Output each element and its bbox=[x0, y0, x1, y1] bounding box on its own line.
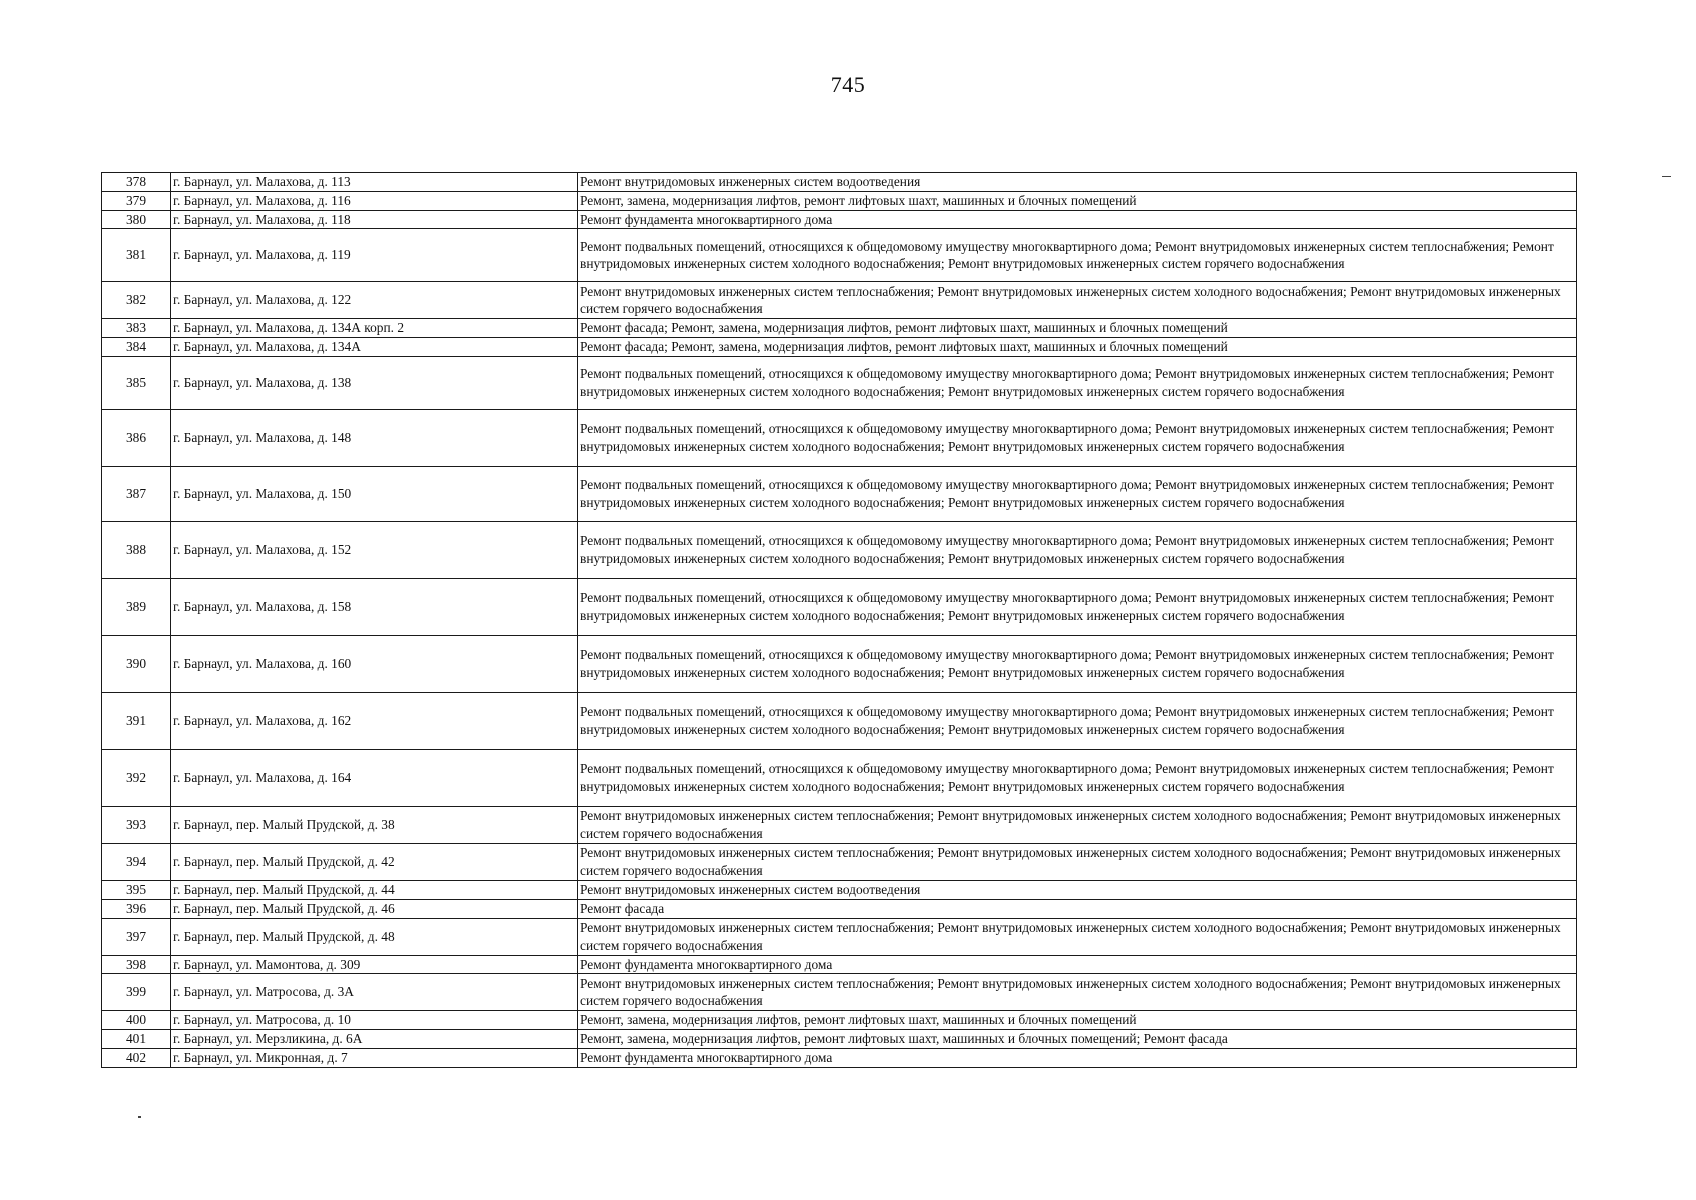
scan-mark bbox=[138, 1116, 141, 1118]
row-address: г. Барнаул, пер. Малый Прудской, д. 48 bbox=[171, 918, 578, 955]
row-works: Ремонт подвальных помещений, относящихся к общедомовому имуществу многоквартирного дома; Ремонт внутридомовых инженерных систем теплоснабжения; Ремонт внутридомовых инженерных систем холодного водоснабжения; Ремонт внутридомовых инженерных систем горячего водоснабжения bbox=[578, 749, 1577, 806]
row-works: Ремонт фасада bbox=[578, 899, 1577, 918]
row-address: г. Барнаул, пер. Малый Прудской, д. 42 bbox=[171, 843, 578, 880]
table-row bbox=[102, 229, 1577, 282]
table-row bbox=[102, 635, 1577, 692]
row-address: г. Барнаул, ул. Малахова, д. 134А bbox=[171, 338, 578, 357]
row-works: Ремонт, замена, модернизация лифтов, ремонт лифтовых шахт, машинных и блочных помещений bbox=[578, 191, 1577, 210]
row-address: г. Барнаул, пер. Малый Прудской, д. 44 bbox=[171, 880, 578, 899]
row-number: 385 bbox=[102, 356, 171, 409]
registry-body bbox=[102, 173, 1577, 1068]
row-works: Ремонт, замена, модернизация лифтов, ремонт лифтовых шахт, машинных и блочных помещений bbox=[578, 1011, 1577, 1030]
row-number: 387 bbox=[102, 466, 171, 521]
row-works: Ремонт фундамента многоквартирного дома bbox=[578, 1048, 1577, 1067]
row-works: Ремонт внутридомовых инженерных систем теплоснабжения; Ремонт внутридомовых инженерных систем холодного водоснабжения; Ремонт внутридомовых инженерных систем горячего водоснабжения bbox=[578, 282, 1577, 319]
row-address: г. Барнаул, ул. Малахова, д. 119 bbox=[171, 229, 578, 282]
row-address: г. Барнаул, ул. Малахова, д. 118 bbox=[171, 210, 578, 229]
row-works: Ремонт внутридомовых инженерных систем теплоснабжения; Ремонт внутридомовых инженерных систем холодного водоснабжения; Ремонт внутридомовых инженерных систем горячего водоснабжения bbox=[578, 806, 1577, 843]
page-number: 745 bbox=[830, 72, 866, 97]
table-row bbox=[102, 749, 1577, 806]
row-works: Ремонт внутридомовых инженерных систем водоотведения bbox=[578, 173, 1577, 192]
row-number: 383 bbox=[102, 319, 171, 338]
row-address: г. Барнаул, ул. Малахова, д. 158 bbox=[171, 578, 578, 635]
table-row bbox=[102, 1030, 1577, 1049]
row-address: г. Барнаул, ул. Малахова, д. 152 bbox=[171, 521, 578, 578]
row-works: Ремонт внутридомовых инженерных систем теплоснабжения; Ремонт внутридомовых инженерных систем холодного водоснабжения; Ремонт внутридомовых инженерных систем горячего водоснабжения bbox=[578, 843, 1577, 880]
row-address: г. Барнаул, пер. Малый Прудской, д. 38 bbox=[171, 806, 578, 843]
row-number: 388 bbox=[102, 521, 171, 578]
row-number: 398 bbox=[102, 955, 171, 974]
table-row bbox=[102, 521, 1577, 578]
table-row bbox=[102, 918, 1577, 955]
row-works: Ремонт внутридомовых инженерных систем теплоснабжения; Ремонт внутридомовых инженерных систем холодного водоснабжения; Ремонт внутридомовых инженерных систем горячего водоснабжения bbox=[578, 918, 1577, 955]
table-row bbox=[102, 880, 1577, 899]
row-works: Ремонт подвальных помещений, относящихся к общедомовому имуществу многоквартирного дома; Ремонт внутридомовых инженерных систем теплоснабжения; Ремонт внутридомовых инженерных систем холодного водоснабжения; Ремонт внутридомовых инженерных систем горячего водоснабжения bbox=[578, 635, 1577, 692]
row-number: 389 bbox=[102, 578, 171, 635]
row-address: г. Барнаул, ул. Матросова, д. 10 bbox=[171, 1011, 578, 1030]
row-number: 386 bbox=[102, 409, 171, 466]
row-address: г. Барнаул, ул. Малахова, д. 113 bbox=[171, 173, 578, 192]
row-number: 381 bbox=[102, 229, 171, 282]
row-works: Ремонт фасада; Ремонт, замена, модернизация лифтов, ремонт лифтовых шахт, машинных и блочных помещений bbox=[578, 338, 1577, 357]
table-row bbox=[102, 356, 1577, 409]
row-number: 396 bbox=[102, 899, 171, 918]
table-row bbox=[102, 899, 1577, 918]
row-works: Ремонт подвальных помещений, относящихся к общедомовому имуществу многоквартирного дома; Ремонт внутридомовых инженерных систем теплоснабжения; Ремонт внутридомовых инженерных систем холодного водоснабжения; Ремонт внутридомовых инженерных систем горячего водоснабжения bbox=[578, 356, 1577, 409]
table-row bbox=[102, 210, 1577, 229]
row-works: Ремонт подвальных помещений, относящихся к общедомовому имуществу многоквартирного дома; Ремонт внутридомовых инженерных систем теплоснабжения; Ремонт внутридомовых инженерных систем холодного водоснабжения; Ремонт внутридомовых инженерных систем горячего водоснабжения bbox=[578, 466, 1577, 521]
table-row bbox=[102, 173, 1577, 192]
row-number: 400 bbox=[102, 1011, 171, 1030]
repair-registry-table bbox=[101, 172, 1577, 1068]
table-row bbox=[102, 578, 1577, 635]
row-address: г. Барнаул, ул. Малахова, д. 148 bbox=[171, 409, 578, 466]
row-number: 378 bbox=[102, 173, 171, 192]
row-works: Ремонт подвальных помещений, относящихся к общедомовому имуществу многоквартирного дома; Ремонт внутридомовых инженерных систем теплоснабжения; Ремонт внутридомовых инженерных систем холодного водоснабжения; Ремонт внутридомовых инженерных систем горячего водоснабжения bbox=[578, 229, 1577, 282]
row-works: Ремонт внутридомовых инженерных систем теплоснабжения; Ремонт внутридомовых инженерных систем холодного водоснабжения; Ремонт внутридомовых инженерных систем горячего водоснабжения bbox=[578, 974, 1577, 1011]
row-number: 380 bbox=[102, 210, 171, 229]
row-works: Ремонт подвальных помещений, относящихся к общедомовому имуществу многоквартирного дома; Ремонт внутридомовых инженерных систем теплоснабжения; Ремонт внутридомовых инженерных систем холодного водоснабжения; Ремонт внутридомовых инженерных систем горячего водоснабжения bbox=[578, 409, 1577, 466]
row-address: г. Барнаул, ул. Мамонтова, д. 309 bbox=[171, 955, 578, 974]
table-row bbox=[102, 319, 1577, 338]
scan-mark bbox=[1662, 176, 1671, 177]
row-number: 392 bbox=[102, 749, 171, 806]
row-works: Ремонт фасада; Ремонт, замена, модернизация лифтов, ремонт лифтовых шахт, машинных и блочных помещений bbox=[578, 319, 1577, 338]
row-address: г. Барнаул, ул. Малахова, д. 116 bbox=[171, 191, 578, 210]
row-number: 379 bbox=[102, 191, 171, 210]
row-address: г. Барнаул, ул. Малахова, д. 164 bbox=[171, 749, 578, 806]
row-address: г. Барнаул, ул. Малахова, д. 150 bbox=[171, 466, 578, 521]
row-number: 393 bbox=[102, 806, 171, 843]
row-number: 397 bbox=[102, 918, 171, 955]
table-row bbox=[102, 1048, 1577, 1067]
row-address: г. Барнаул, пер. Малый Прудской, д. 46 bbox=[171, 899, 578, 918]
row-number: 394 bbox=[102, 843, 171, 880]
row-address: г. Барнаул, ул. Малахова, д. 122 bbox=[171, 282, 578, 319]
row-address: г. Барнаул, ул. Мерзликина, д. 6А bbox=[171, 1030, 578, 1049]
row-works: Ремонт подвальных помещений, относящихся к общедомовому имуществу многоквартирного дома; Ремонт внутридомовых инженерных систем теплоснабжения; Ремонт внутридомовых инженерных систем холодного водоснабжения; Ремонт внутридомовых инженерных систем горячего водоснабжения bbox=[578, 521, 1577, 578]
row-address: г. Барнаул, ул. Малахова, д. 162 bbox=[171, 692, 578, 749]
table-row bbox=[102, 282, 1577, 319]
row-works: Ремонт фундамента многоквартирного дома bbox=[578, 210, 1577, 229]
table-row bbox=[102, 806, 1577, 843]
row-works: Ремонт, замена, модернизация лифтов, ремонт лифтовых шахт, машинных и блочных помещений; Ремонт фасада bbox=[578, 1030, 1577, 1049]
row-number: 402 bbox=[102, 1048, 171, 1067]
table-row bbox=[102, 974, 1577, 1011]
row-works: Ремонт внутридомовых инженерных систем водоотведения bbox=[578, 880, 1577, 899]
row-works: Ремонт фундамента многоквартирного дома bbox=[578, 955, 1577, 974]
table-row bbox=[102, 191, 1577, 210]
table-row bbox=[102, 1011, 1577, 1030]
table-row bbox=[102, 409, 1577, 466]
row-number: 391 bbox=[102, 692, 171, 749]
row-number: 395 bbox=[102, 880, 171, 899]
table-row bbox=[102, 338, 1577, 357]
row-address: г. Барнаул, ул. Микронная, д. 7 bbox=[171, 1048, 578, 1067]
row-number: 390 bbox=[102, 635, 171, 692]
table-row bbox=[102, 843, 1577, 880]
row-works: Ремонт подвальных помещений, относящихся к общедомовому имуществу многоквартирного дома; Ремонт внутридомовых инженерных систем теплоснабжения; Ремонт внутридомовых инженерных систем холодного водоснабжения; Ремонт внутридомовых инженерных систем горячего водоснабжения bbox=[578, 578, 1577, 635]
table-row bbox=[102, 955, 1577, 974]
row-number: 384 bbox=[102, 338, 171, 357]
table-row bbox=[102, 692, 1577, 749]
row-address: г. Барнаул, ул. Матросова, д. 3А bbox=[171, 974, 578, 1011]
table-row bbox=[102, 466, 1577, 521]
row-number: 399 bbox=[102, 974, 171, 1011]
row-address: г. Барнаул, ул. Малахова, д. 160 bbox=[171, 635, 578, 692]
row-works: Ремонт подвальных помещений, относящихся к общедомовому имуществу многоквартирного дома; Ремонт внутридомовых инженерных систем теплоснабжения; Ремонт внутридомовых инженерных систем холодного водоснабжения; Ремонт внутридомовых инженерных систем горячего водоснабжения bbox=[578, 692, 1577, 749]
row-address: г. Барнаул, ул. Малахова, д. 138 bbox=[171, 356, 578, 409]
row-number: 401 bbox=[102, 1030, 171, 1049]
row-number: 382 bbox=[102, 282, 171, 319]
row-address: г. Барнаул, ул. Малахова, д. 134А корп. 2 bbox=[171, 319, 578, 338]
